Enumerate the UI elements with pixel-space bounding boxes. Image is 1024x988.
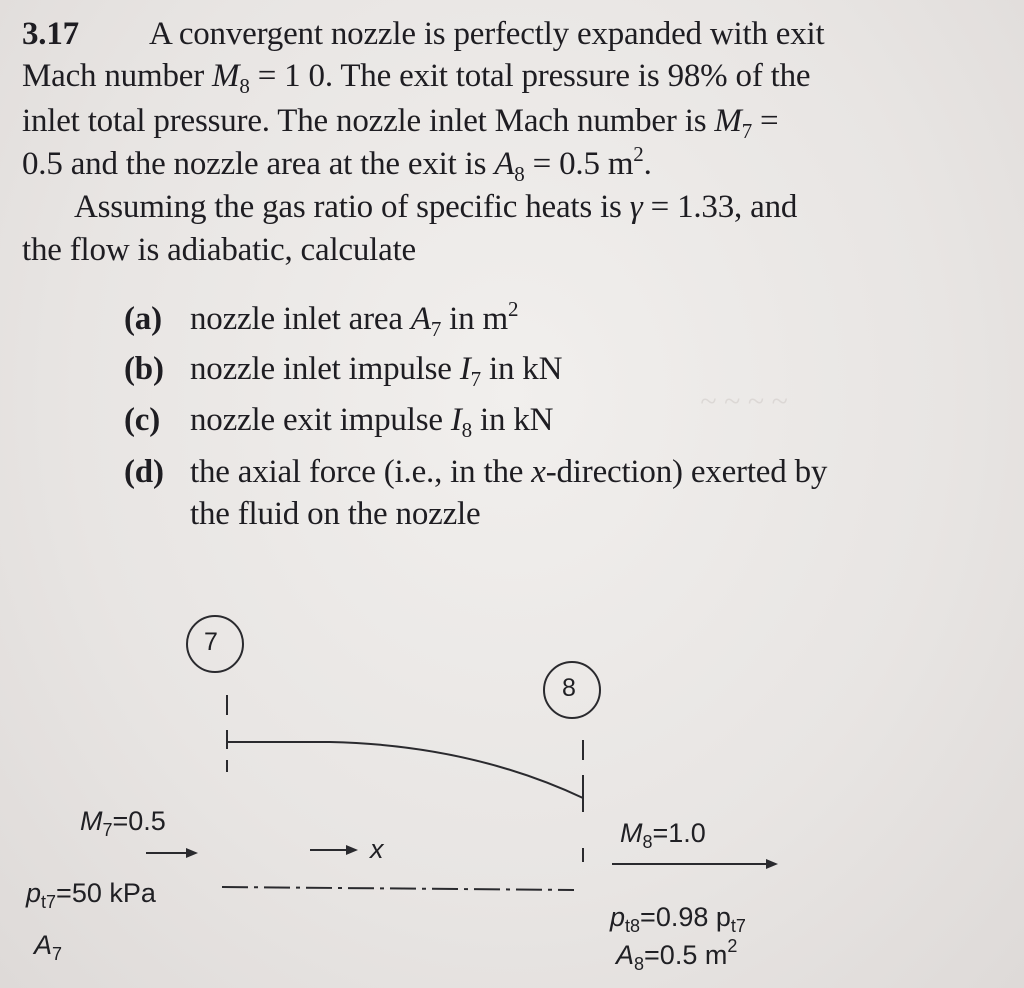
part-d: (d) the axial force (i.e., in the x-direction) exerted by <box>124 454 828 490</box>
station-8-label: 8 <box>562 674 576 702</box>
exit-total-pressure-label: $p_{t8}=0.98$ $p_{t7}$ <box>610 902 746 936</box>
problem-line-4: 0.5 and the nozzle area at the exit is $A_8 = 0.5$ $m^2$. <box>22 142 652 186</box>
part-c: (c) nozzle exit impulse $I_8$ in kN <box>124 402 554 442</box>
bleed-through-text: ~ ~ ~ ~ <box>700 385 788 418</box>
inlet-total-pressure-label: $p_{t7}=50$ kPa <box>26 878 156 912</box>
inlet-flow-arrowhead <box>186 848 198 858</box>
problem-line-3: inlet total pressure. The nozzle inlet Mach number is $M_7$ = <box>22 103 779 143</box>
inlet-area-label: $A_7$ <box>34 930 63 964</box>
nozzle-wall <box>227 742 583 798</box>
problem-line-6: the flow is adiabatic, calculate <box>22 232 416 268</box>
part-a: (a) nozzle inlet area $A_7$ in $m^2$ <box>124 297 519 341</box>
problem-line-5: Assuming the gas ratio of specific heats is γ = 1.33, and <box>74 189 798 225</box>
exit-flow-arrowhead <box>766 859 778 869</box>
centerline <box>222 887 574 890</box>
x-axis-label: x <box>370 834 384 864</box>
exit-mach-label: $M_8=1.0$ <box>620 818 706 852</box>
problem-line-1: 3.17 A convergent nozzle is perfectly expanded with exit <box>22 16 825 52</box>
problem-line-2: Mach number $M_8 = 1$ 0. The exit total pressure is 98% of the <box>22 58 811 98</box>
problem-number: 3.17 <box>22 16 79 52</box>
exit-area-label: $A_8=0.5$ $m^2$ <box>616 936 738 974</box>
part-b: (b) nozzle inlet impulse $I_7$ in kN <box>124 351 563 391</box>
x-axis-arrowhead <box>346 845 358 855</box>
part-d-continued: the fluid on the nozzle <box>190 496 481 532</box>
station-7-label: 7 <box>204 628 218 656</box>
inlet-mach-label: $M_7=0.5$ <box>80 806 166 840</box>
